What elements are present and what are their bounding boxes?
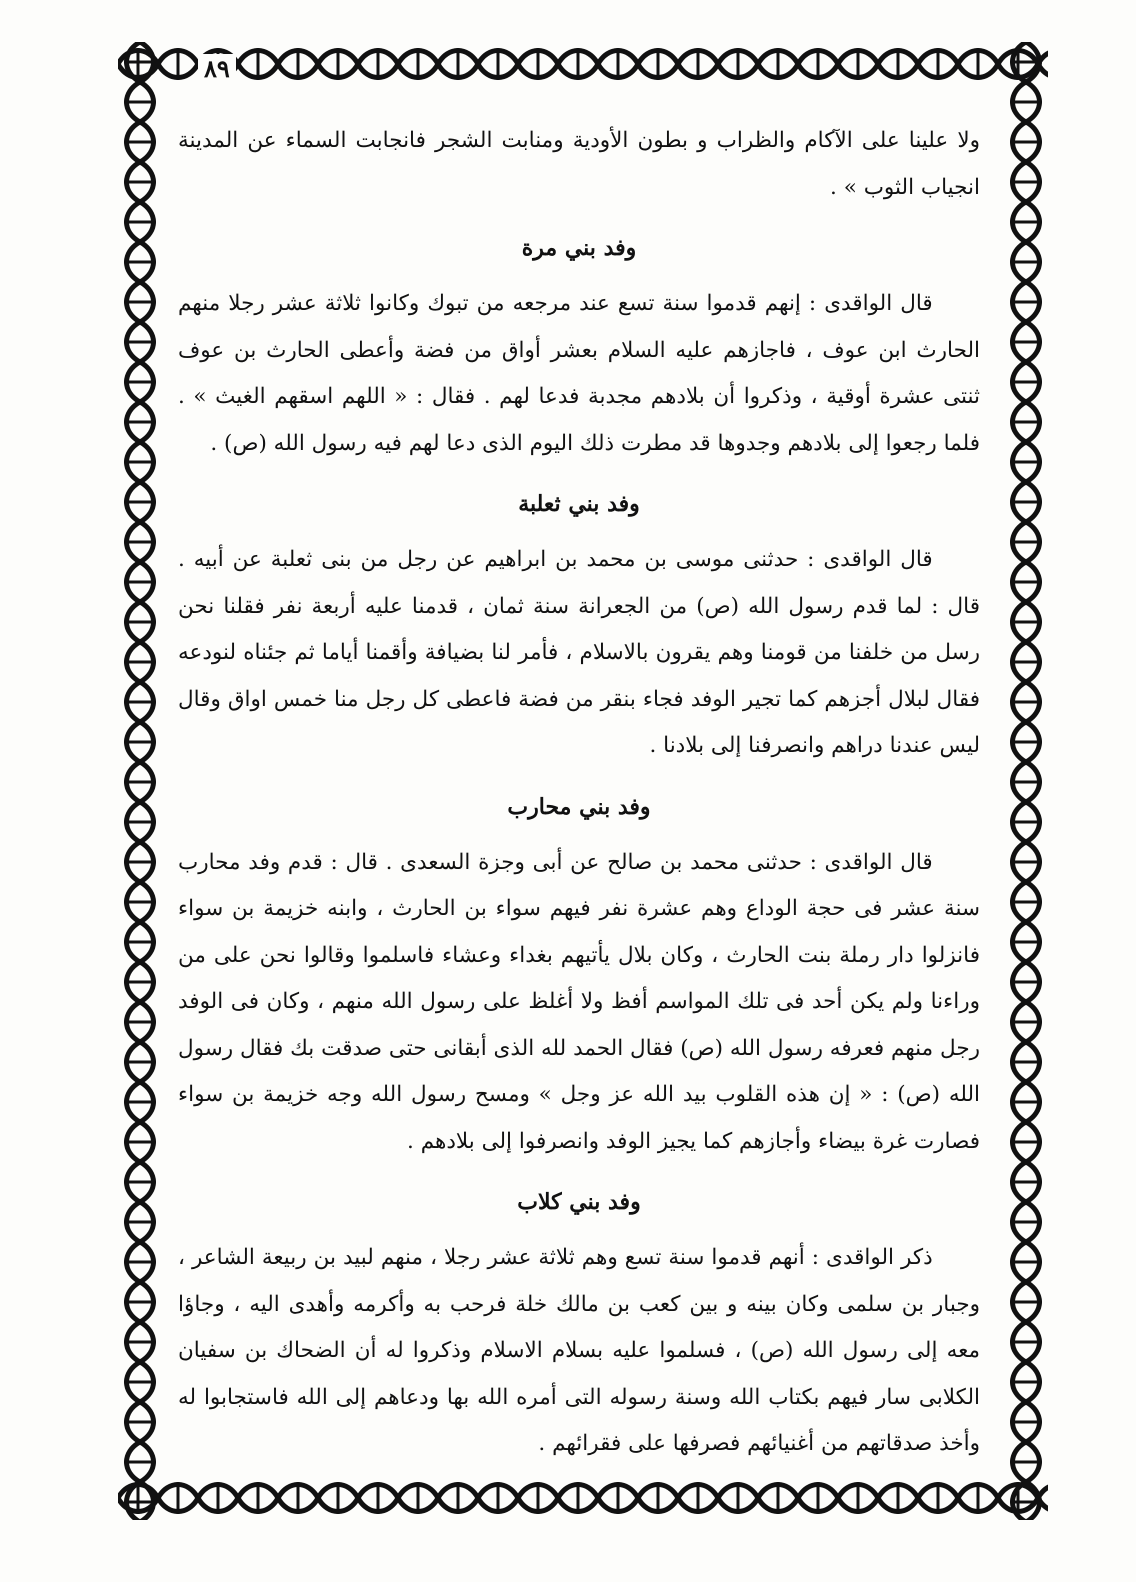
section-text-bani-muharib: قال الواقدى : حدثنى محمد بن صالح عن أبى وجزة السعدى . قال : قدم وفد محارب سنة عشر فى حجة الوداع وهم عشرة نفر فيهم سواء بن الحارث ، وابنه خزيمة بن سواء فانزلوا دار رملة بنت الحارث ، وكان بلال يأتيهم بغداء وعشاء فاسلموا وقالوا نحن على من وراءنا ولم يكن أحد فى تلك المواسم أفظ ولا أغلظ على رسول الله منهم ، وكان فى الوفد رجل منهم فعرفه رسول الله (ص) فقال الحمد لله الذى أبقانى حتى صدقت بك فقال رسول الله (ص) : « إن هذه القلوب بيد الله عز وجل » ومسح رسول الله وجه خزيمة بن سواء فصارت غرة بيضاء وأجازهم كما يجيز الوفد وانصرفوا إلى بلادهم . [178, 849, 980, 1154]
border-top-ornament [118, 42, 1048, 86]
page-number: ٨٩ [198, 54, 236, 83]
section-text-bani-murra: قال الواقدى : إنهم قدموا سنة تسع عند مرجعه من تبوك وكانوا ثلاثة عشر رجلا منهم الحارث ابن عوف ، فاجازهم عليه السلام بعشر أواق من فضة وأعطى الحارث بن عوف ثنتى عشرة أوقية ، وذكروا أن بلادهم مجدبة فدعا لهم . فقال : « اللهم اسقهم الغيث » . فلما رجعوا إلى بلادهم وجدوها قد مطرت ذلك اليوم الذى دعا لهم فيه رسول الله (ص) . [178, 291, 980, 456]
intro-paragraph: ولا علينا على الآكام والظراب و بطون الأودية ومنابت الشجر فانجابت السماء عن المدينة انجياب الثوب » . [178, 128, 980, 200]
section-heading-bani-muharib: وفد بني محارب [507, 793, 651, 820]
section-text-bani-thalaba: قال الواقدى : حدثنى موسى بن محمد بن ابراهيم عن رجل من بنى ثعلبة عن أبيه . قال : لما قدم رسول الله (ص) من الجعرانة سنة ثمان ، قدمنا عليه أربعة نفر فقلنا نحن رسل من خلفنا من قومنا وهم يقرون بالاسلام ، فأمر لنا بضيافة وأقمنا أياما ثم جئناه لنودعه فقال لبلال أجزهم كما تجير الوفد فجاء بنقر من فضة فاعطى كل رجل منا خمس اواق وقال ليس عندنا دراهم وانصرفنا إلى بلادنا . [178, 547, 980, 758]
section-heading-bani-kilab: وفد بني كلاب [517, 1189, 641, 1215]
border-bottom-ornament [118, 1476, 1048, 1520]
section-text-bani-kilab: ذكر الواقدى : أنهم قدموا سنة تسع وهم ثلاثة عشر رجلا ، منهم لبيد بن ربيعة الشاعر ، وجبار بن سلمى وكان بينه و بين كعب بن مالك خلة فرحب به وأكرمه وأهدى اليه ، وجاؤا معه إلى رسول الله (ص) ، فسلموا عليه بسلام الاسلام وذكروا له أن الضحاك بن سفيان الكلابى سار فيهم بكتاب الله وسنة رسوله التى أمره الله بها ودعاهم إلى الله فاستجابوا له وأخذ صدقاتهم من أغنيائهم فصرفها على فقرائهم . [178, 1245, 980, 1456]
border-right-ornament [1004, 42, 1048, 1520]
border-left-ornament [118, 42, 162, 1520]
page-body [178, 118, 980, 1468]
section-heading-bani-murra: وفد بني مرة [521, 235, 637, 261]
section-heading-bani-thalaba: وفد بني ثعلبة [518, 491, 640, 517]
